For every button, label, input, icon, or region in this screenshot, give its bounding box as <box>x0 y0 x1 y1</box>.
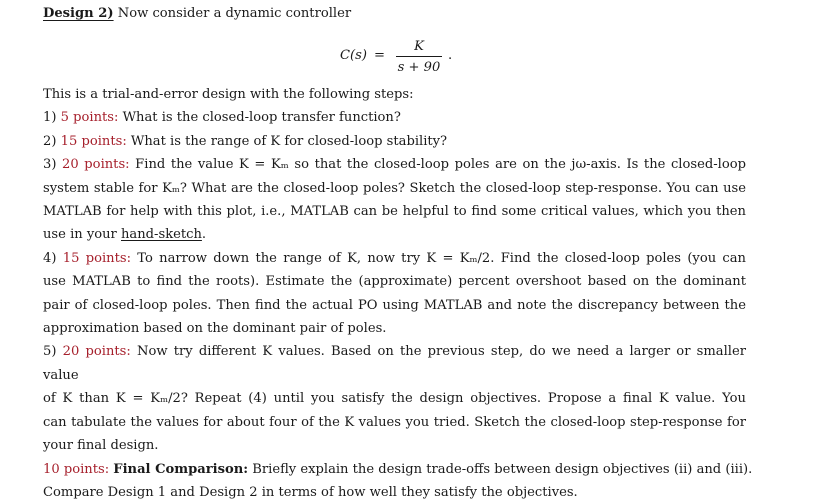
step-5-points: 20 points: <box>62 344 131 360</box>
equation-lhs: C(s) <box>340 48 367 63</box>
step-3-text-4a: use in your <box>43 227 117 243</box>
hand-sketch-link: hand-sketch <box>121 227 202 243</box>
step-2-points: 15 points: <box>60 133 127 149</box>
step-5-number: 5) <box>43 344 57 360</box>
step-5-line-4: your final design. <box>43 438 159 454</box>
step-1-text: What is the closed-loop transfer function? <box>122 110 401 126</box>
final-text-1: Briefly explain the design trade-offs between design objectives (ii) and (iii). <box>252 461 753 477</box>
equation-denominator: s + 90 <box>397 60 441 75</box>
step-3-text-4c: . <box>201 227 207 243</box>
step-4-number: 4) <box>43 250 57 266</box>
step-4-line-3: pair of closed-loop poles. Then find the actual PO using MATLAB and note the discrepancy between the <box>43 297 746 313</box>
step-1-points: 5 points: <box>60 110 119 126</box>
step-5-line-3: can tabulate the values for about four of the K values you tried. Sketch the closed-loop step-response for <box>43 414 746 430</box>
step-2 <box>43 130 746 153</box>
equation-equals: = <box>374 48 385 63</box>
steps-intro: This is a trial-and-error design with the following steps: <box>43 87 414 102</box>
step-3-line-3: MATLAB for help with this plot, i.e., MATLAB can be helpful to find some critical values, which you then <box>43 204 746 220</box>
step-1 <box>43 106 746 129</box>
step-2-text: What is the range of K for closed-loop stability? <box>130 133 448 149</box>
step-4-points: 15 points: <box>62 250 131 266</box>
step-3-text-1: Find the value K = Kₘ so that the closed-loop poles are on the jω-axis. Is the closed-loop <box>135 157 746 173</box>
step-3-line-4 <box>43 223 746 246</box>
step-4-line-1 <box>43 247 746 270</box>
step-3-number: 3) <box>43 157 57 173</box>
design-intro: Now consider a dynamic controller <box>117 6 352 21</box>
equation-fraction <box>394 38 444 76</box>
equation-period: . <box>448 48 453 63</box>
final-comparison-line-1 <box>43 458 753 481</box>
fraction-bar <box>396 56 442 57</box>
step-5-text-1: Now try different K values. Based on the previous step, do we need a larger or smaller value <box>43 344 746 383</box>
step-4-line-2: use MATLAB to find the roots). Estimate the (approximate) percent overshoot based on the dominant <box>43 274 746 290</box>
step-5-line-2: of K than K = Kₘ/2? Repeat (4) until you satisfy the design objectives. Propose a final K value. You <box>43 391 746 407</box>
step-3-line-1 <box>43 153 746 176</box>
final-comparison-line-2: Compare Design 1 and Design 2 in terms of how well they satisfy the objectives. <box>43 484 578 500</box>
final-title: Final Comparison: <box>113 461 249 477</box>
step-3-points: 20 points: <box>62 157 130 173</box>
design-title: Design 2) <box>43 6 114 21</box>
step-5-line-1 <box>43 340 746 387</box>
step-4-text-1: To narrow down the range of K, now try K = Kₘ/2. Find the closed-loop poles (you can <box>137 250 746 266</box>
controller-equation <box>330 38 470 74</box>
step-4-line-4: approximation based on the dominant pair of poles. <box>43 321 387 337</box>
step-3-line-2: system stable for Kₘ? What are the closed-loop poles? Sketch the closed-loop step-response. You can use <box>43 180 746 196</box>
final-points: 10 points: <box>43 461 110 477</box>
equation-numerator: K <box>414 39 424 54</box>
step-1-number: 1) <box>43 110 57 126</box>
steps-body <box>43 83 753 504</box>
design-heading <box>43 4 351 24</box>
step-2-number: 2) <box>43 133 57 149</box>
